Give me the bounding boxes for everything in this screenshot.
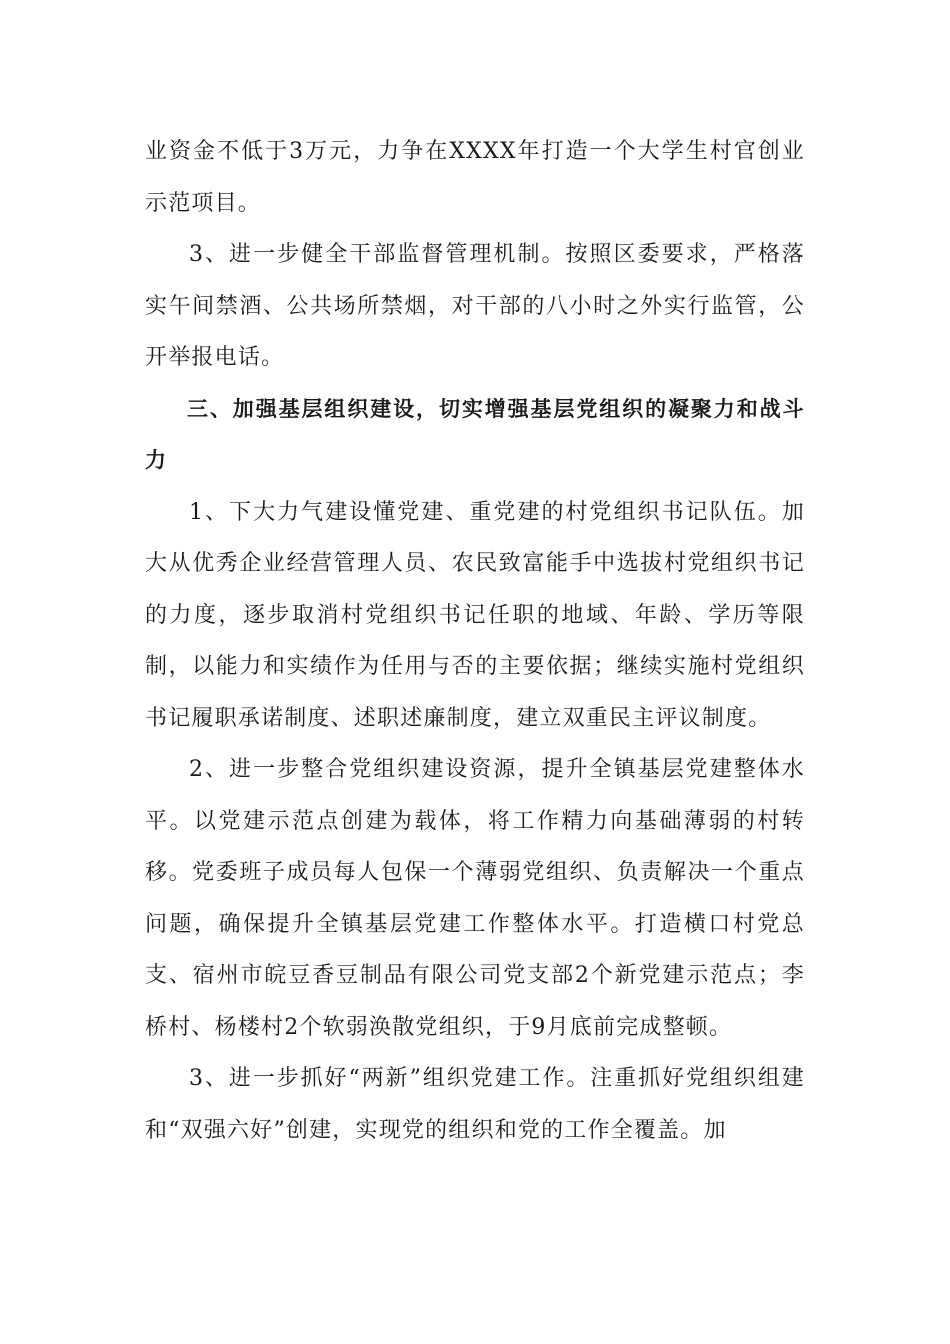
- paragraph-two-new-organizations: 3、进一步抓好“两新”组织党建工作。注重抓好党组织组建和“双强六好”创建，实现党的组织和党的工作全覆盖。加: [145, 1066, 805, 1143]
- paragraph-supervision-mechanism: 3、进一步健全干部监督管理机制。按照区委要求，严格落实午间禁酒、公共场所禁烟，对干部的八小时之外实行监管，公开举报电话。: [145, 242, 805, 370]
- section-heading-three: 三、加强基层组织建设，切实增强基层党组织的凝聚力和战斗力: [145, 396, 805, 472]
- paragraph-party-secretary-team: 1、下大力气建设懂党建、重党建的村党组织书记队伍。加大从优秀企业经营管理人员、农民致富能手中选拔村党组织书记的力度，逐步取消村党组织书记任职的地域、年龄、学历等限制，以能力和实绩作为任用与否的主要依据；继续实施村党组织书记履职承诺制度、述职述廉制度，建立双重民主评议制度。: [145, 499, 805, 731]
- paragraph-integrate-resources: 2、进一步整合党组织建设资源，提升全镇基层党建整体水平。以党建示范点创建为载体，将工作精力向基础薄弱的村转移。党委班子成员每人包保一个薄弱党组织、负责解决一个重点问题，确保提升全镇基层党建工作整体水平。打造横口村党总支、宿州市皖豆香豆制品有限公司党支部2个新党建示范点；李桥村、杨楼村2个软弱涣散党组织，于9月底前完成整顿。: [145, 757, 805, 1040]
- document-body: [145, 126, 805, 1156]
- paragraph-continuation: 业资金不低于3万元，力争在XXXX年打造一个大学生村官创业示范项目。: [145, 139, 805, 216]
